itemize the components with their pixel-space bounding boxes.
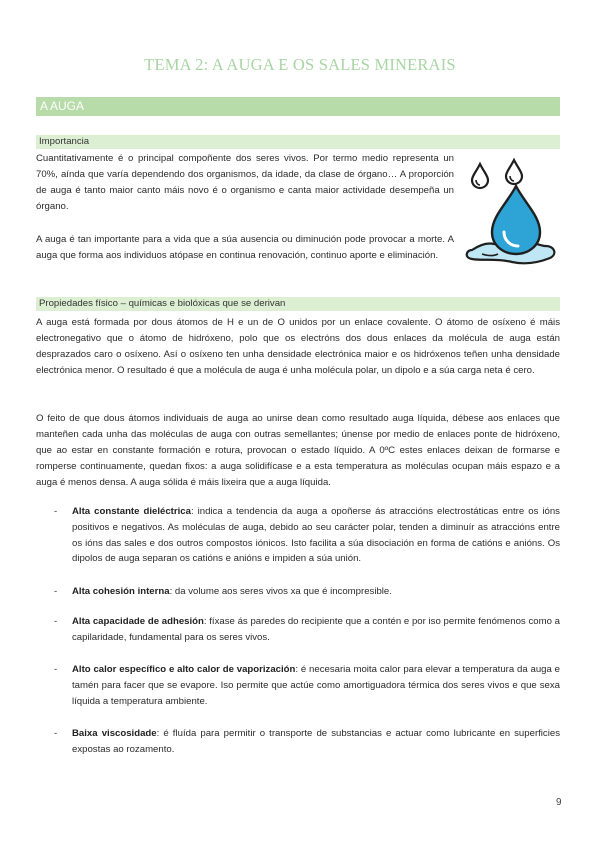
importancia-paragraph-2: A auga é tan importante para a vida que a súa ausencia ou diminución pode provocar a morte. A auga que forma aos individuos atópase en continua renovación, continuo aporte e eliminación. xyxy=(36,234,454,262)
list-dash: - xyxy=(54,616,58,627)
item-term: Alta cohesión interna xyxy=(72,586,170,597)
item-text: : da volume aos seres vivos xa que é incompresible. xyxy=(169,586,392,597)
item-text: : indica a tendencia da auga a opoñerse ás atraccións electrostáticas entre os ións positivos e negativos. As moléculas de auga, debido ao seu carácter polar, tenden a diminuír as atraccións entre os ións das sales e dos outros compostos iónicos. Isto facilita a súa disociación en forma de catións e anións. Os dipolos de auga separan os catións e anións e impiden a súa unión. xyxy=(72,506,560,565)
item-term: Baixa viscosidade xyxy=(72,728,157,739)
list-item xyxy=(36,584,560,600)
list-item xyxy=(36,504,560,567)
page-title: TEMA 2: A AUGA E OS SALES MINERAIS xyxy=(144,55,456,74)
list-item xyxy=(36,726,560,758)
subsection-importancia: Importancia xyxy=(36,135,560,149)
list-dash: - xyxy=(54,664,58,675)
propiedades-paragraph-2: O feito de que dous átomos individuais de auga ao unirse dean como resultado auga líquida, débese aos enlaces que manteñen cada unha das moléculas de auga con outras semellantes; únense por medio de enlaces ponte de hidróxeno, que ao estar en constante formación e rotura, provocan o estado líquido. A 0ºC estes enlaces deixan de formarse e romperse continuamente, quedan fixos: a auga solidifícase e a esta temperatura as moléculas ocupan máis espazo e a auga é menos densa. A auga sólida é máis lixeira que a auga líquida. xyxy=(36,413,560,489)
page-number: 9 xyxy=(556,797,562,808)
item-term: Alta capacidade de adhesión xyxy=(72,616,204,627)
item-text: : é fluída para permitir o transporte de substancias e actuar como lubricante en superficies expostas ao rozamento. xyxy=(72,728,560,755)
item-term: Alto calor específico e alto calor de vaporización xyxy=(72,664,296,675)
list-item xyxy=(36,614,560,646)
list-dash: - xyxy=(54,728,58,739)
item-text: : fíxase ás paredes do recipiente que a contén e por iso permite fenómenos como a capilaridade, fundamental para os seres vivos. xyxy=(72,616,560,643)
item-text: : é necesaria moita calor para elevar a temperatura da auga e tamén para facer que se evapore. Iso permite que actúe como amortiguadora térmica dos seres vivos e que sexa líquida a temperatura ambiente. xyxy=(72,664,561,707)
importancia-paragraph-1: Cuantitativamente é o principal compoñente dos seres vivos. Por termo medio representa un 70%, aínda que varía dependendo dos organismos, da idade, da clase de órgano… A proporción de auga é tanto maior canto máis novo é o organismo e canta maior actividade desempeña un órgano. xyxy=(36,153,454,213)
item-term: Alta constante dieléctrica xyxy=(72,506,191,517)
list-item xyxy=(36,662,560,709)
subsection-propiedades: Propiedades físico – químicas e biolóxicas que se derivan xyxy=(36,297,560,311)
list-dash: - xyxy=(54,586,58,597)
water-drops-icon xyxy=(462,158,562,270)
list-dash: - xyxy=(54,506,58,517)
propiedades-paragraph-1: A auga está formada por dous átomos de H e un de O unidos por un enlace covalente. O átomo de osíxeno é máis electronegativo que o átomo de hidróxeno, polo que os electróns dos dous enlaces da molécula de auga están desprazados caro o osíxeno. Así o osíxeno ten unha densidade electrónica maior e os hidróxenos teñen unha densidade electrónica menor. O resultado é que a molécula de auga é unha molécula polar, un dipolo e a súa carga neta é cero. xyxy=(36,317,560,377)
section-header-a-auga: A AUGA xyxy=(36,97,560,116)
